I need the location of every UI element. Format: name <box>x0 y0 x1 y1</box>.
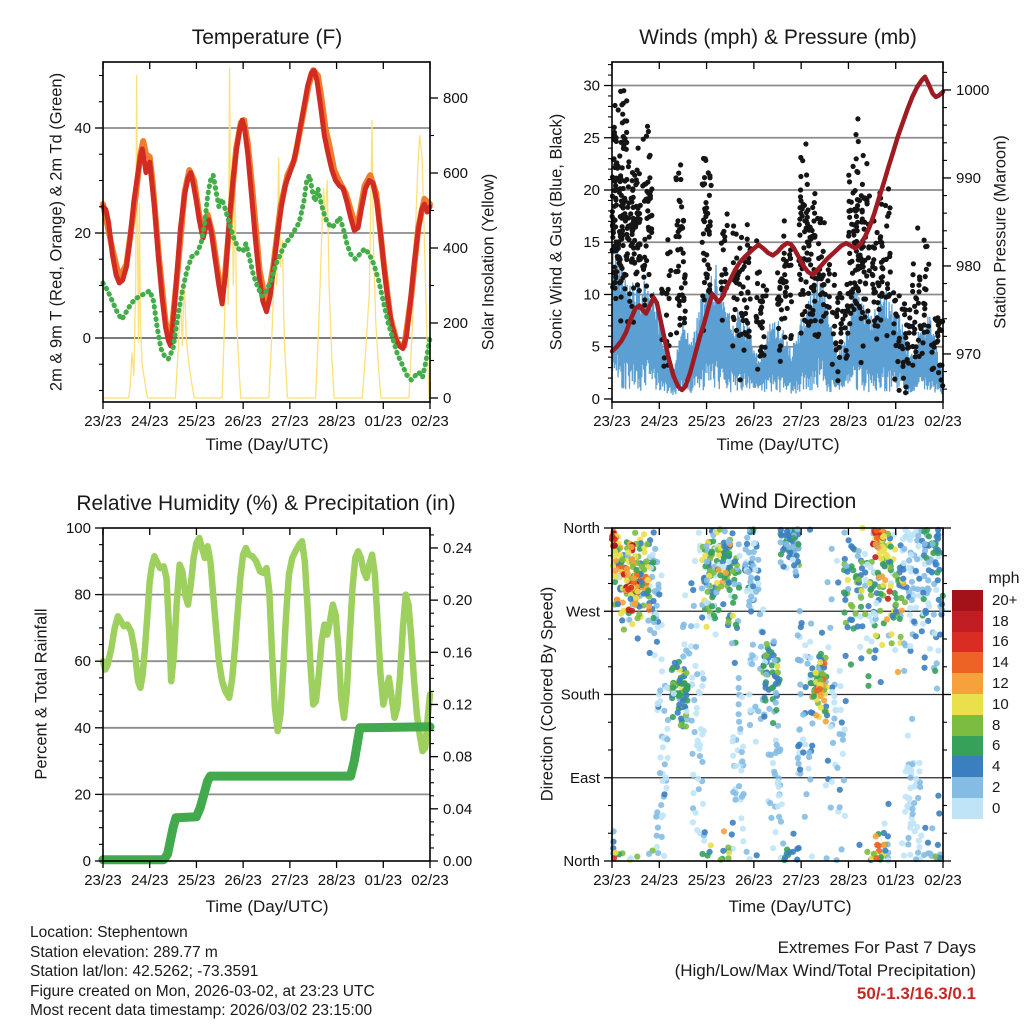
legend-title: mph <box>988 570 1020 587</box>
svg-text:01/23: 01/23 <box>876 872 915 889</box>
svg-text:1000: 1000 <box>956 81 990 99</box>
svg-text:25/23: 25/23 <box>687 872 726 889</box>
svg-text:02/23: 02/23 <box>924 872 962 889</box>
wind-direction-x-axis-label: Time (Day/UTC) <box>728 897 852 916</box>
legend-label: 14 <box>992 654 1009 672</box>
svg-text:60: 60 <box>74 653 91 671</box>
legend-swatch-6 <box>952 736 983 757</box>
svg-text:0.24: 0.24 <box>443 539 473 557</box>
station-info <box>30 923 375 1021</box>
svg-text:600: 600 <box>443 164 469 182</box>
svg-text:80: 80 <box>74 586 91 604</box>
svg-text:10: 10 <box>583 286 600 304</box>
winds-x-axis-label: Time (Day/UTC) <box>716 435 840 454</box>
svg-text:28/23: 28/23 <box>829 872 868 889</box>
svg-text:0: 0 <box>82 330 91 348</box>
svg-text:0: 0 <box>591 390 600 408</box>
legend-entry <box>952 673 1017 694</box>
svg-text:24/23: 24/23 <box>130 872 169 889</box>
legend-label: 2 <box>992 779 1001 797</box>
svg-text:28/23: 28/23 <box>829 413 868 430</box>
svg-text:20: 20 <box>74 224 91 242</box>
svg-text:30: 30 <box>583 77 600 95</box>
svg-text:26/23: 26/23 <box>224 413 262 430</box>
temperature-right-axis-label: Solar Insolation (Yellow) <box>479 173 498 351</box>
svg-text:5: 5 <box>591 338 600 356</box>
svg-text:40: 40 <box>74 119 91 137</box>
svg-text:20: 20 <box>74 786 91 804</box>
svg-text:23/23: 23/23 <box>84 872 122 889</box>
legend-swatch-4 <box>952 756 983 777</box>
svg-text:South: South <box>560 686 600 704</box>
humidity-left-axis-label: Percent & Total Rainfall <box>32 608 51 780</box>
legend-swatch-14 <box>952 652 983 673</box>
svg-text:24/23: 24/23 <box>640 413 679 430</box>
svg-text:27/23: 27/23 <box>782 413 820 430</box>
winds-chart-title: Winds (mph) & Pressure (mb) <box>639 26 917 49</box>
legend-entry <box>952 632 1017 653</box>
svg-text:27/23: 27/23 <box>782 872 820 889</box>
svg-text:25/23: 25/23 <box>177 872 216 889</box>
extremes-value: 50/-1.3/16.3/0.1 <box>856 984 976 1003</box>
svg-text:23/23: 23/23 <box>84 413 122 430</box>
svg-text:0.20: 0.20 <box>443 592 473 610</box>
legend-swatch-18 <box>952 611 983 632</box>
svg-text:25/23: 25/23 <box>177 413 216 430</box>
temperature-left-axis-label: 2m & 9m T (Red, Orange) & 2m Td (Green) <box>47 72 66 392</box>
legend-swatch-10 <box>952 694 983 715</box>
legend-entry <box>952 611 1017 632</box>
svg-text:01/23: 01/23 <box>364 413 403 430</box>
svg-text:28/23: 28/23 <box>317 413 356 430</box>
legend-swatch-12 <box>952 673 983 694</box>
svg-text:North: North <box>563 520 600 537</box>
svg-text:20: 20 <box>583 181 600 199</box>
svg-text:0: 0 <box>82 853 91 870</box>
svg-text:990: 990 <box>956 169 982 187</box>
svg-text:800: 800 <box>443 89 469 107</box>
figure-created: Figure created on Mon, 2026-03-02, at 23:23 UTC <box>30 982 375 1000</box>
legend-swatch-2 <box>952 777 983 798</box>
legend-entry <box>952 756 1017 777</box>
legend-entry <box>952 652 1017 673</box>
legend-label: 18 <box>992 612 1009 630</box>
station-latlon: Station lat/lon: 42.5262; -73.3591 <box>30 963 259 981</box>
svg-text:23/23: 23/23 <box>593 872 631 889</box>
svg-text:0.16: 0.16 <box>443 644 473 662</box>
svg-text:40: 40 <box>74 719 91 737</box>
legend-entry <box>952 715 1017 736</box>
svg-text:100: 100 <box>65 520 91 537</box>
svg-text:26/23: 26/23 <box>735 413 773 430</box>
legend-label: 10 <box>992 695 1009 713</box>
wind-direction-chart-title: Wind Direction <box>719 490 857 513</box>
svg-text:23/23: 23/23 <box>593 413 631 430</box>
temperature-x-axis-label: Time (Day/UTC) <box>205 435 329 454</box>
svg-text:26/23: 26/23 <box>735 872 773 889</box>
svg-text:0.00: 0.00 <box>443 853 473 870</box>
speed-color-legend <box>952 590 1017 819</box>
legend-label: 8 <box>992 716 1001 734</box>
svg-text:200: 200 <box>443 314 469 332</box>
extremes-summary <box>675 936 976 1005</box>
legend-label: 12 <box>992 675 1009 693</box>
svg-text:0.08: 0.08 <box>443 748 473 766</box>
legend-swatch-16 <box>952 632 983 653</box>
winds-left-axis-label: Sonic Wind & Gust (Blue, Black) <box>547 113 566 351</box>
legend-swatch-0 <box>952 798 983 819</box>
legend-entry <box>952 777 1017 798</box>
legend-label: 0 <box>992 799 1001 817</box>
extremes-line1: Extremes For Past 7 Days <box>777 938 976 957</box>
humidity-x-axis-label: Time (Day/UTC) <box>205 897 329 916</box>
data-timestamp: Most recent data timestamp: 2026/03/02 23:15:00 <box>30 1002 373 1020</box>
legend-entry <box>952 736 1017 757</box>
extremes-line2: (High/Low/Max Wind/Total Precipitation) <box>674 961 976 980</box>
legend-label: 4 <box>992 758 1001 776</box>
station-elevation: Station elevation: 289.77 m <box>30 943 218 961</box>
humidity-chart-title: Relative Humidity (%) & Precipitation (in) <box>76 492 456 515</box>
svg-text:24/23: 24/23 <box>640 872 679 889</box>
svg-text:24/23: 24/23 <box>130 413 169 430</box>
svg-text:15: 15 <box>583 234 600 252</box>
svg-text:980: 980 <box>956 257 982 275</box>
legend-swatch-8 <box>952 715 983 736</box>
svg-text:North: North <box>563 853 600 870</box>
svg-text:25/23: 25/23 <box>687 413 726 430</box>
svg-text:25: 25 <box>583 129 600 147</box>
legend-swatch-20+ <box>952 590 983 611</box>
legend-label: 20+ <box>992 591 1018 609</box>
svg-text:0: 0 <box>443 389 452 407</box>
svg-text:02/23: 02/23 <box>411 413 449 430</box>
svg-text:0.12: 0.12 <box>443 696 473 714</box>
svg-text:01/23: 01/23 <box>876 413 915 430</box>
svg-text:28/23: 28/23 <box>317 872 356 889</box>
svg-text:400: 400 <box>443 239 469 257</box>
svg-text:02/23: 02/23 <box>411 872 449 889</box>
station-location: Location: Stephentown <box>30 924 188 941</box>
svg-text:27/23: 27/23 <box>271 413 309 430</box>
svg-text:0.04: 0.04 <box>443 800 473 818</box>
legend-entry <box>952 798 1017 819</box>
svg-text:East: East <box>569 769 600 787</box>
svg-text:26/23: 26/23 <box>224 872 262 889</box>
svg-text:01/23: 01/23 <box>364 872 403 889</box>
svg-text:27/23: 27/23 <box>271 872 309 889</box>
temperature-chart-title: Temperature (F) <box>191 26 343 49</box>
legend-entry <box>952 694 1017 715</box>
svg-text:02/23: 02/23 <box>924 413 962 430</box>
svg-text:970: 970 <box>956 345 982 363</box>
svg-text:West: West <box>566 603 600 621</box>
winds-right-axis-label: Station Pressure (Maroon) <box>991 135 1010 329</box>
legend-label: 16 <box>992 633 1009 651</box>
wind-direction-left-axis-label: Direction (Colored By Speed) <box>538 586 557 802</box>
legend-entry <box>952 590 1017 611</box>
legend-label: 6 <box>992 737 1001 755</box>
